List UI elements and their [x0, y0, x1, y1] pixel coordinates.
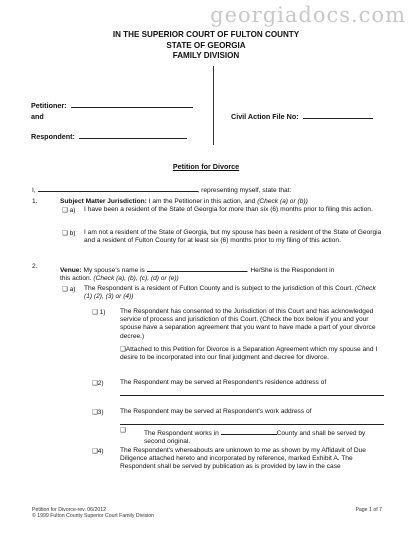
item3-sub-prefix: The Respondent works in [144, 430, 219, 437]
section1-number: 1. [32, 198, 38, 205]
item4-marker [92, 447, 104, 456]
section2-lead-text: My spouse's name is [83, 267, 145, 274]
item1-label: 1) [99, 309, 106, 316]
item3-body: The Respondent may be served at Respondent's work address of [120, 408, 312, 415]
civil-action-row [231, 106, 373, 124]
respondent-row [31, 126, 187, 144]
petitioner-field[interactable] [71, 99, 193, 108]
section1-a-label: a) [69, 207, 76, 214]
section2-lead-line2: this action. [60, 275, 92, 283]
section2-number: 2. [32, 263, 38, 270]
section1-lead [60, 198, 390, 206]
civil-action-field[interactable] [303, 110, 373, 119]
page-number: Page 1 of 7 [355, 507, 382, 513]
state-name: STATE OF GEORGIA [166, 40, 246, 50]
checkbox-1a[interactable]: ❑ [62, 206, 68, 214]
residence-address-field[interactable] [120, 387, 384, 396]
intro-prefix: I, [32, 187, 36, 194]
intro-suffix: , representing myself, state that: [197, 187, 292, 194]
item2-text [120, 379, 388, 399]
respondent-label: Respondent: [31, 132, 75, 141]
section1-b-label: b) [69, 230, 76, 237]
footer-copyright: © 1999 Fulton County Superior Court Family Division [32, 513, 155, 520]
checkbox-separation-agreement[interactable]: ❑ [120, 345, 126, 353]
section2-a-label: a) [69, 286, 76, 293]
section2-a-instruction: (Check (1) (2), (3) or (4)) [84, 285, 376, 301]
section2-instruction: (Check (a), (b), (c), (d) or (e)) [93, 275, 179, 283]
section2-a-body: The Respondent is a resident of Fulton County and is subject to the jurisdiction of this Court. [84, 285, 354, 292]
document-title: Petition for Divorce [172, 162, 240, 171]
section1-lead-text: I am the Petitioner in this action, and [148, 198, 256, 205]
item2-marker [92, 379, 104, 388]
checkbox-item4[interactable]: ❑ [92, 447, 98, 455]
item1-text: The Respondent has consented to the Jurisdiction of this Court and has acknowledged service of process and jurisdiction of this Court. (Check the box below if you and your spouse have a separation agreement that you want to have made a part of your divorce decree.) [120, 308, 376, 340]
section1-b-text: I am not a resident of the State of Georgia, but my spouse has been a resident of the State of Georgia and a resident of Fulton County for at least six (6) months prior to my filing of this action. [84, 229, 382, 245]
item1-marker [92, 308, 105, 317]
work-county-field[interactable] [221, 426, 277, 435]
respondent-field[interactable] [79, 130, 187, 139]
section2-heading: Venue: [60, 267, 82, 274]
court-name: IN THE SUPERIOR COURT OF FULTON COUNTY [112, 30, 300, 39]
item3-label: 3) [97, 409, 104, 416]
checkbox-item2[interactable]: ❑ [92, 379, 98, 387]
petitioner-label: Petitioner: [31, 101, 67, 110]
footer [32, 507, 154, 520]
petitioner-row [31, 95, 193, 113]
item3-sub-marker [120, 426, 126, 435]
item4-text: The Respondent's whereabouts are unknown to me as shown by my Affidavit of Due Diligence attached hereto and incorporated by reference, marked Exhibit A. The Respondent shall be served by publication as is provided by law in the case [120, 447, 366, 471]
name-field[interactable] [38, 183, 198, 192]
checkbox-2a[interactable]: ❑ [62, 285, 68, 293]
section1-b-marker [62, 229, 75, 238]
item3-sub-text [144, 426, 388, 446]
section2-lead-suffix: . He/She is the Respondent in [246, 267, 335, 274]
footer-revision: Petition for Divorce-rev. 06/2012 [32, 507, 107, 513]
item3-sub-suffix: County and shall be served by second original. [144, 430, 366, 446]
site-watermark: georgiadocs.com [210, 3, 406, 27]
section2-lead [60, 263, 390, 283]
civil-action-label: Civil Action File No: [231, 112, 299, 121]
section2-a-marker [62, 285, 75, 294]
checkbox-item1[interactable]: ❑ [92, 308, 98, 316]
checkbox-item3-county[interactable]: ❑ [120, 426, 126, 434]
item1-sub [120, 345, 388, 362]
and-label: and [31, 112, 44, 121]
work-address-field[interactable] [120, 416, 384, 425]
spouse-name-field[interactable] [147, 263, 247, 272]
section1-a-marker [62, 206, 75, 215]
section1-heading: Subject Matter Jurisdiction: [60, 198, 147, 205]
item1-sub-text: Attached to this Petition for Divorce is a Separation Agreement which my spouse and I desire to be incorporated into our final judgment and decree for divorce. [120, 346, 378, 362]
section1-instruction: (Check (a) or (b)) [257, 198, 308, 205]
caption-divider [213, 66, 214, 145]
item2-label: 2) [97, 380, 104, 387]
section1-a-text: I have been a resident of the State of Georgia for more than six (6) months prior to filing this action. [84, 206, 373, 213]
item4-label: 4) [97, 448, 104, 455]
section2-a-text [84, 285, 384, 301]
court-header [0, 30, 412, 62]
intro-line [32, 183, 291, 195]
checkbox-item3[interactable]: ❑ [92, 408, 98, 416]
checkbox-1b[interactable]: ❑ [62, 229, 68, 237]
item2-body: The Respondent may be served at Respondent's residence address of [120, 379, 327, 386]
division-name: FAMILY DIVISION [172, 51, 240, 60]
item3-marker [92, 408, 104, 417]
